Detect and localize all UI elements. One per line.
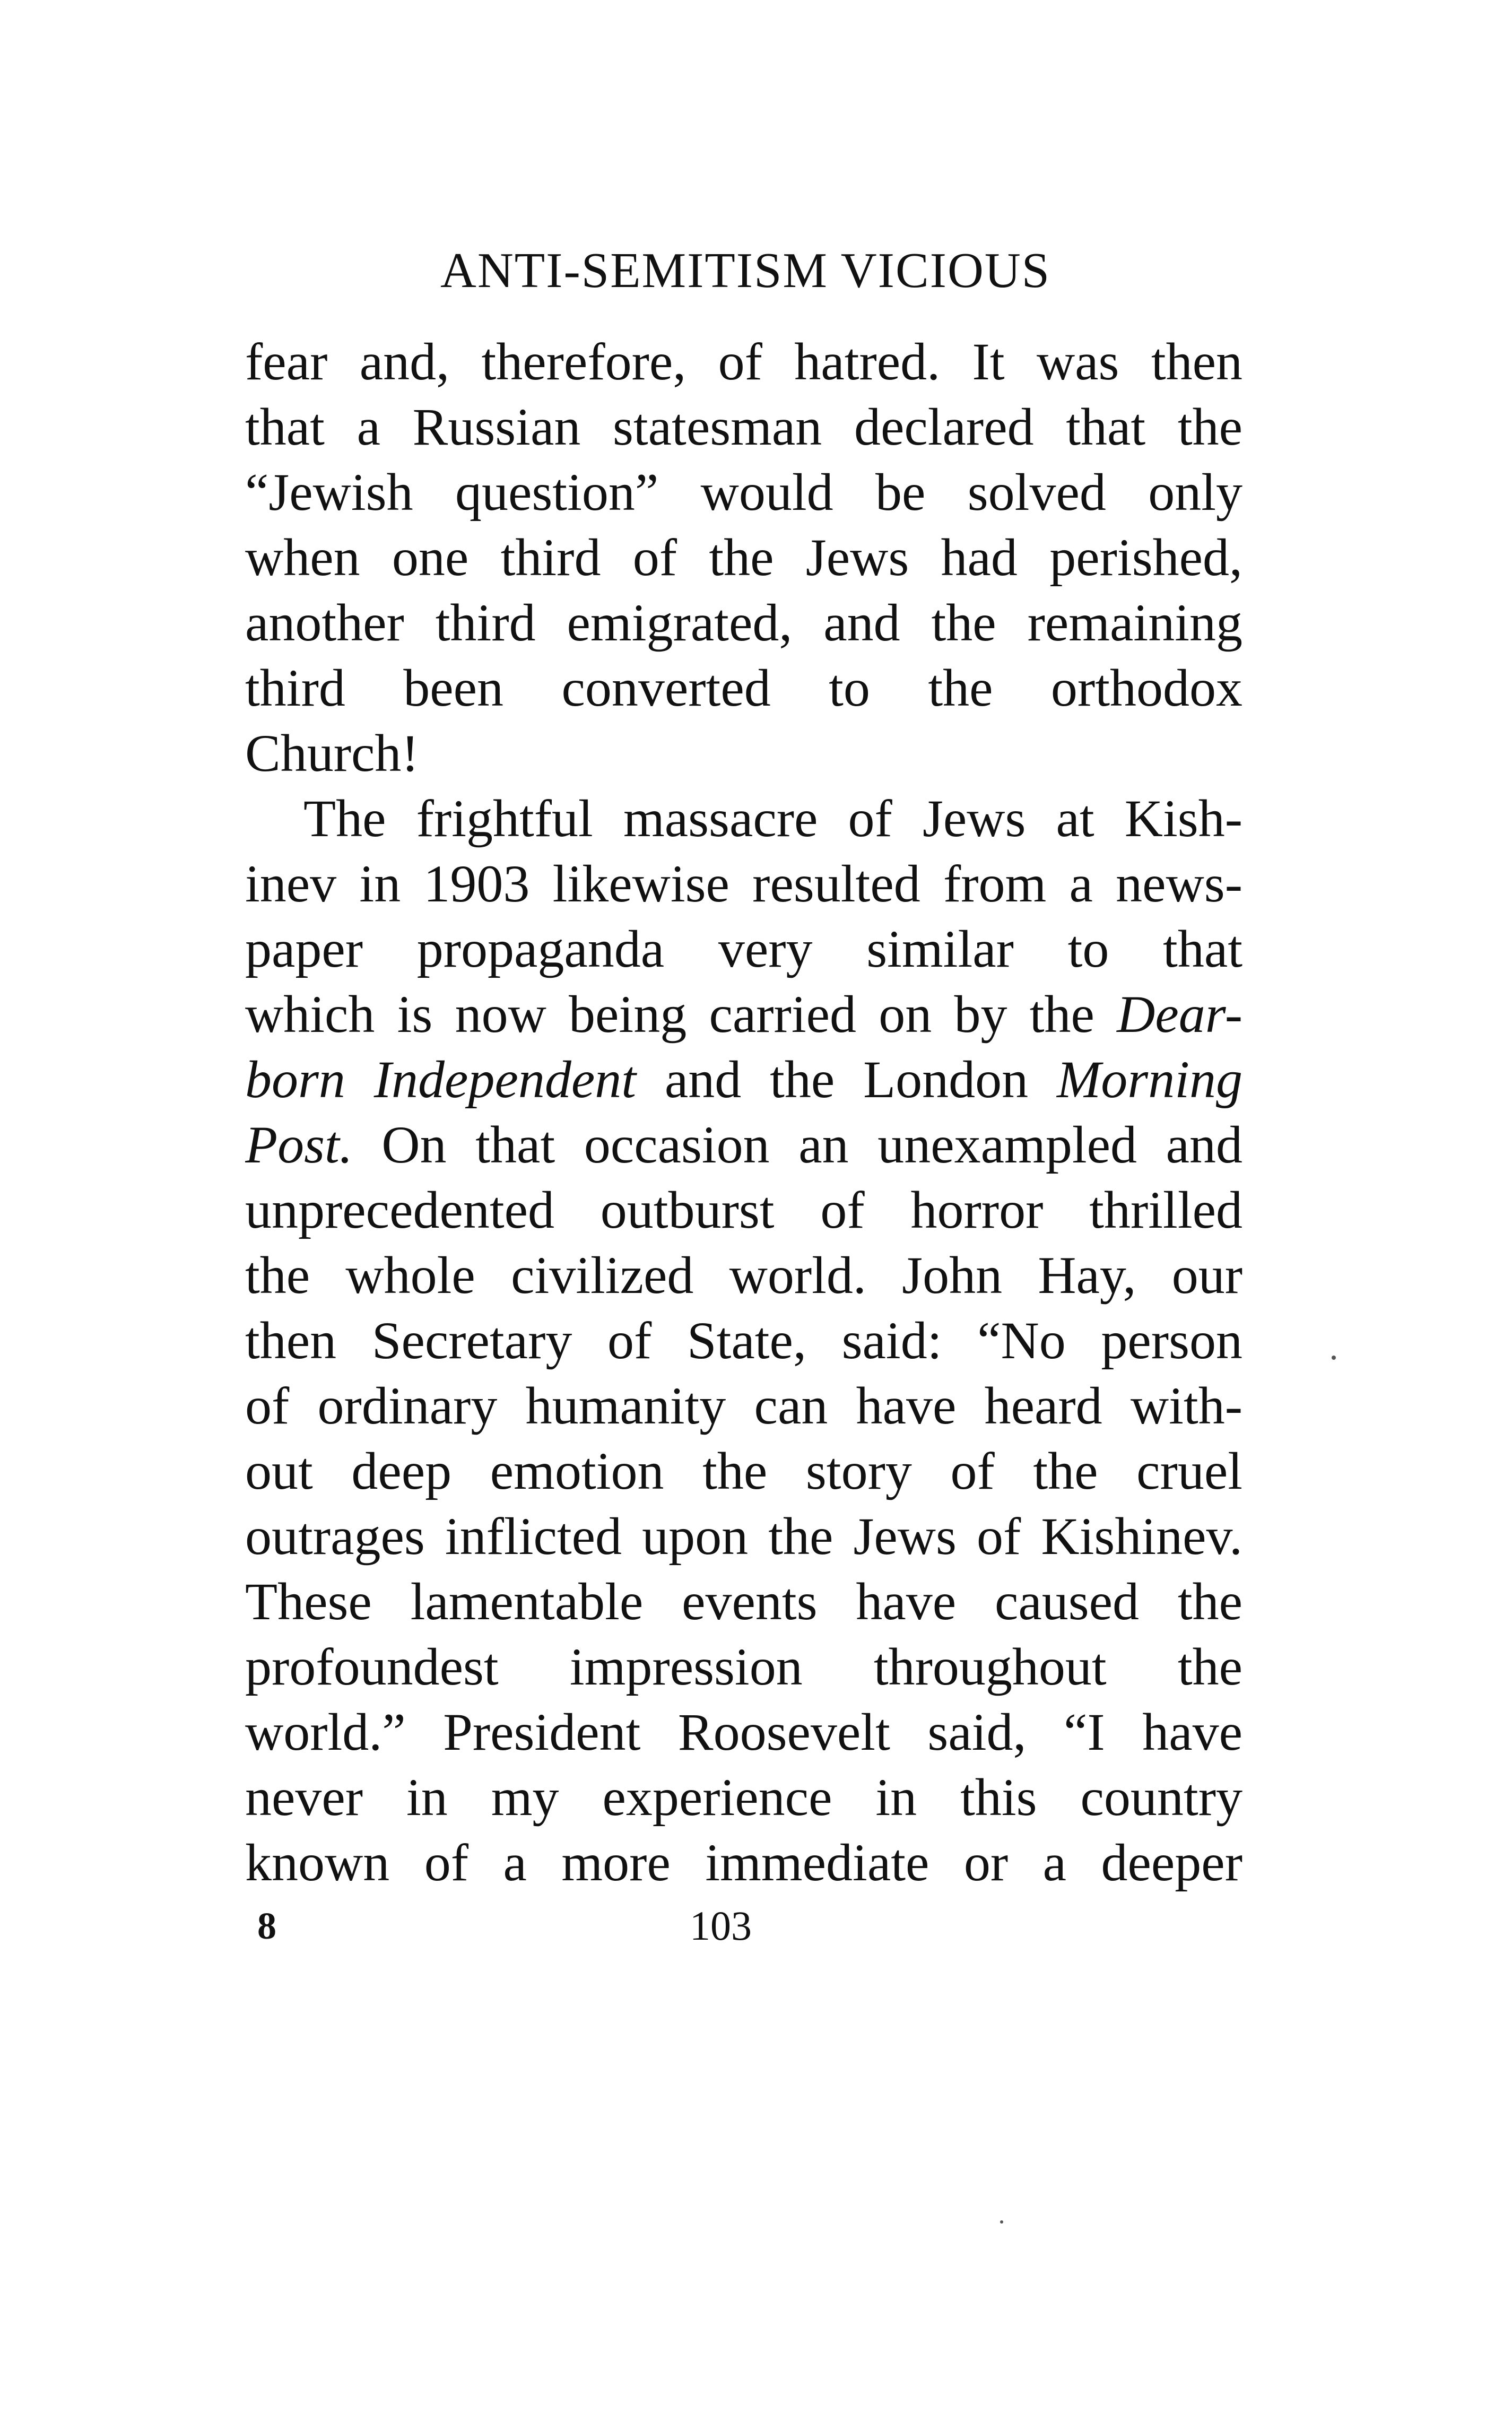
body-text xyxy=(245,329,1242,1895)
text-line xyxy=(245,1112,1242,1177)
text-line: known of a more immediate or a deeper xyxy=(245,1833,1242,1892)
italic-title: Dear- xyxy=(1117,985,1242,1044)
italic-title: born Independent xyxy=(245,1050,636,1109)
text-line: that a Russian statesman declared that the xyxy=(245,397,1242,456)
text-line xyxy=(245,982,1242,1047)
italic-title: Morning xyxy=(1057,1050,1242,1109)
text-run: On that occasion an unexampled and xyxy=(352,1115,1242,1174)
text-line: These lamentable events have caused the xyxy=(245,1572,1242,1631)
text-line: the whole civilized world. John Hay, our xyxy=(245,1246,1242,1305)
running-head: ANTI-SEMITISM VICIOUS xyxy=(440,243,1050,298)
text-line: profoundest impression throughout the xyxy=(245,1637,1242,1696)
page-number: 103 xyxy=(690,1903,752,1949)
italic-title: Post. xyxy=(245,1115,353,1174)
signature-mark: 8 xyxy=(257,1905,276,1947)
text-line: out deep emotion the story of the cruel xyxy=(245,1442,1242,1500)
text-line: another third emigrated, and the remaining xyxy=(245,593,1242,652)
text-line: paper propaganda very similar to that xyxy=(245,919,1242,978)
text-line: Church! xyxy=(245,724,419,783)
text-line: unprecedented outburst of horror thrilled xyxy=(245,1180,1242,1239)
text-run: and the London xyxy=(636,1050,1057,1109)
text-line: “Jewish question” would be solved only xyxy=(245,463,1242,522)
text-line: outrages inflicted upon the Jews of Kishinev. xyxy=(245,1507,1242,1566)
text-line: of ordinary humanity can have heard with- xyxy=(245,1376,1242,1435)
paragraph-first-line: The frightful massacre of Jews at Kish- xyxy=(303,789,1242,848)
text-line: then Secretary of State, said: “No person xyxy=(245,1311,1242,1370)
text-line: when one third of the Jews had perished, xyxy=(245,528,1242,587)
text-line: third been converted to the orthodox xyxy=(245,658,1242,717)
text-line xyxy=(245,1047,1242,1112)
text-line: never in my experience in this country xyxy=(245,1768,1242,1827)
text-line: fear and, therefore, of hatred. It was then xyxy=(245,332,1242,391)
text-run: which is now being carried on by the xyxy=(245,985,1117,1044)
print-speck xyxy=(1332,1356,1336,1360)
text-line: world.” President Roosevelt said, “I have xyxy=(245,1703,1242,1761)
text-line: inev in 1903 likewise resulted from a news- xyxy=(245,854,1242,913)
print-speck xyxy=(1000,2220,1003,2224)
